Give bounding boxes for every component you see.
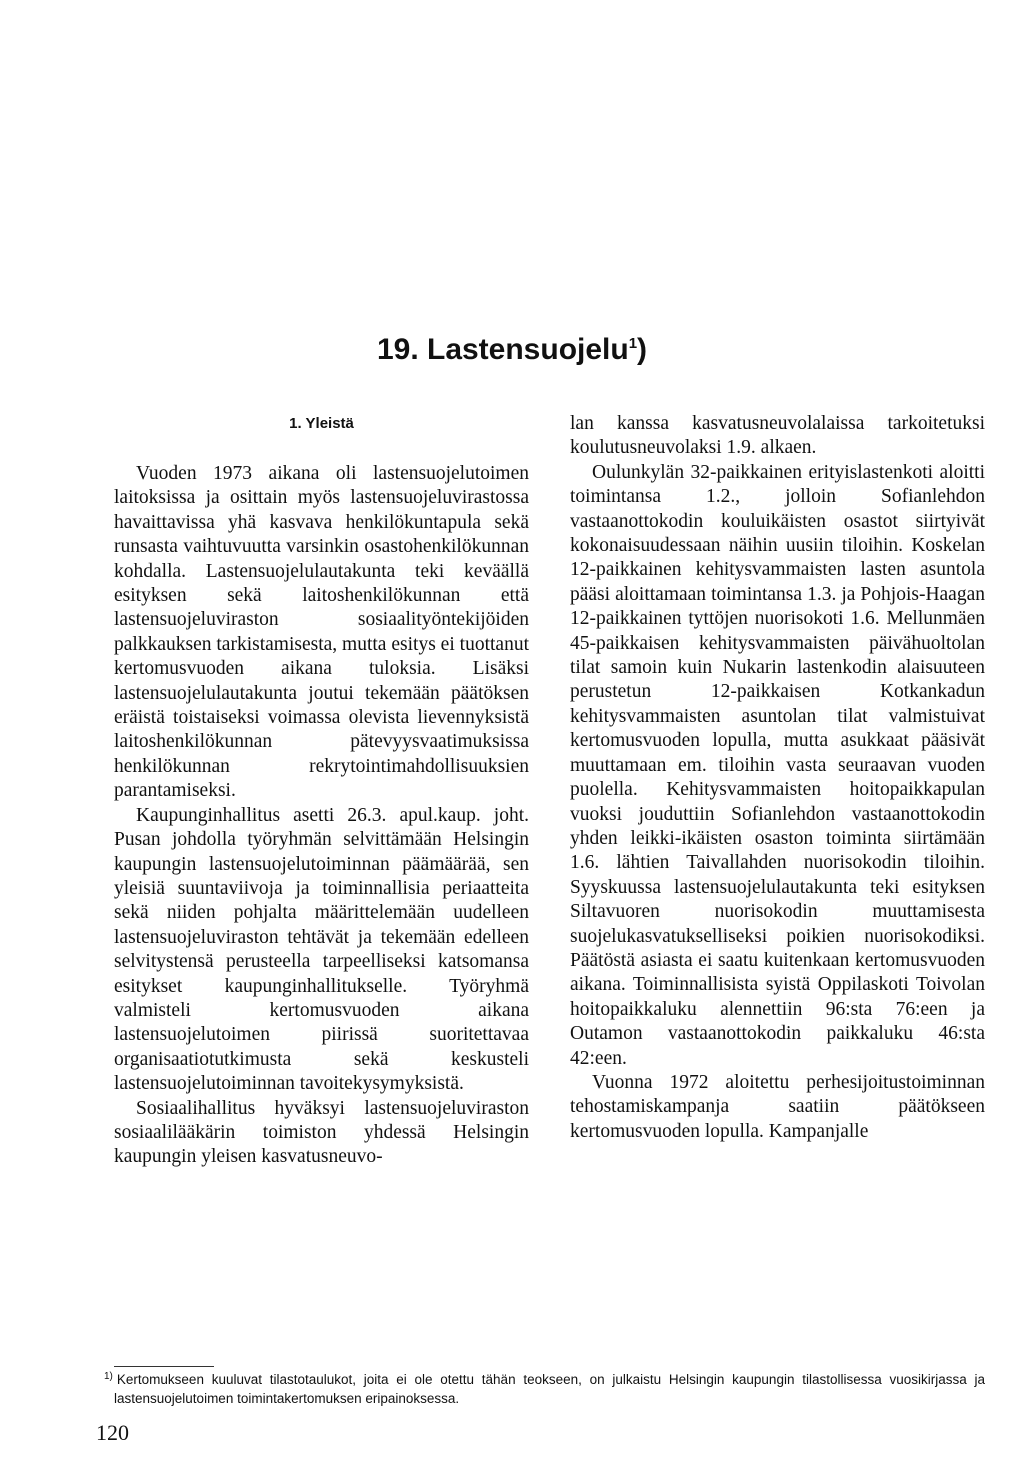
footnote-text: Kertomukseen kuuluvat tilastotaulukot, joita ei ole otettu tähän teokseen, on julkaistu Helsingin kaupungin tilastollisessa vuosikirjassa ja lastensuojelutoimen toimintakertomuksen eripainoksessa. bbox=[114, 1372, 985, 1406]
paragraph: Oulunkylän 32-paikkainen erityislastenkoti aloitti toimintansa 1.2., jolloin Sofianlehdon vastaanottokodin kouluikäisten osastot siirtyivät kokonaisuudessaan näihin uusiin tiloihin. Koskelan 12-paikkainen kehitysvammaisten lasten asuntola pääsi aloittamaan toimintansa 1.3. ja Pohjois-Haagan 12-paikkainen tyttöjen nuorisokoti 1.6. Mellunmäen 45-paikkaisen kehitysvammaisten päivähuoltolan tilat samoin kuin Nukarin lastenkodin alaisuuteen perustetun 12-paikkaisen Kotkankadun kehitysvammaisten asuntolan tilat valmistuivat kertomusvuoden lopulla, mutta asukkaat pääsivät muuttamaan em. tiloihin vasta seuraavan vuoden puolella. Kehitysvammaisten hoitopaikkapulan vuoksi jouduttiin Sofianlehdon vastaanottokodin yhden leikki-ikäisten osaston toiminta siirtämään 1.6. lähtien Taivallahden nuorisokodin tiloihin. Syyskuussa lastensuojelulautakunta teki esityksen Siltavuoren nuorisokodin muuttamisesta suojelukasvatukselliseksi poikien nuorisokodiksi. Päätöstä asiasta ei saatu kuitenkaan kertomusvuoden aikana. Toiminnallisista syistä Oppilaskoti Toivolan hoitopaikkaluku alennettiin 96:sta 76:een ja Outamon vastaanottokodin paikkaluku 46:sta 42:een. bbox=[570, 461, 985, 1069]
title-footnote-mark: 1 bbox=[628, 335, 638, 352]
paragraph: Sosiaalihallitus hyväksyi lastensuojeluviraston sosiaalilääkärin toimiston yhdessä Helsingin kaupungin yleisen kasvatusneuvo- bbox=[114, 1097, 529, 1168]
paragraph: Kaupunginhallitus asetti 26.3. apul.kaup. joht. Pusan johdolla työryhmän selvittämään Helsingin kaupungin lastensuojelutoiminnan päämäärää, sen yleisiä suuntaviivoja ja toiminnallisia periaatteita sekä niiden pohjalta määrittelemään uudelleen lastensuojeluviraston tehtävät ja tekemään edelleen selvitystensä perusteella tarpeelliseksi katsomansa esitykset kaupunginhallitukselle. Työryhmä valmisteli kertomusvuoden aikana lastensuojelutoimen piirissä suoritettavaa organisaatiotutkimusta sekä keskusteli lastensuojelutoiminnan tavoitekysymyksistä. bbox=[114, 804, 529, 1095]
right-column bbox=[570, 412, 985, 1144]
chapter-title: 19. Lastensuojelu bbox=[376, 333, 629, 366]
page-number: 120 bbox=[96, 1420, 129, 1445]
page-title bbox=[0, 332, 1024, 368]
footnote bbox=[104, 1370, 985, 1408]
title-paren: ) bbox=[637, 333, 648, 366]
paragraph: Vuonna 1972 aloitettu perhesijoitustoiminnan tehostamiskampanja saatiin päätökseen kertomusvuoden lopulla. Kampanjalle bbox=[570, 1071, 985, 1142]
left-column bbox=[114, 412, 529, 1170]
footnote-mark: 1) bbox=[104, 1370, 113, 1382]
section-heading: 1. Yleistä bbox=[289, 415, 354, 432]
paragraph: Vuoden 1973 aikana oli lastensuojelutoimen laitoksissa ja osittain myös lastensuojeluvirastossa havaittavissa yhä kasvava henkilökuntapula sekä runsasta vaihtuvuutta varsinkin osastohenkilökunnan kohdalla. Lastensuojelulautakunta teki keväällä esityksen sekä laitoshenkilökunnan että lastensuojeluviraston sosiaalityöntekijöiden palkkauksen tarkistamisesta, mutta esitys ei tuottanut kertomusvuoden aikana tuloksia. Lisäksi lastensuojelulautakunta joutui tekemään päätöksen eräistä toistaiseksi voimassa olevista lievennyksistä laitoshenkilökunnan pätevyysvaatimuksissa henkilökunnan rekrytointimahdollisuuksien parantamiseksi. bbox=[114, 463, 529, 802]
footnote-divider bbox=[114, 1366, 214, 1367]
paragraph: lan kanssa kasvatusneuvolalaissa tarkoitetuksi koulutusneuvolaksi 1.9. alkaen. bbox=[570, 413, 985, 459]
